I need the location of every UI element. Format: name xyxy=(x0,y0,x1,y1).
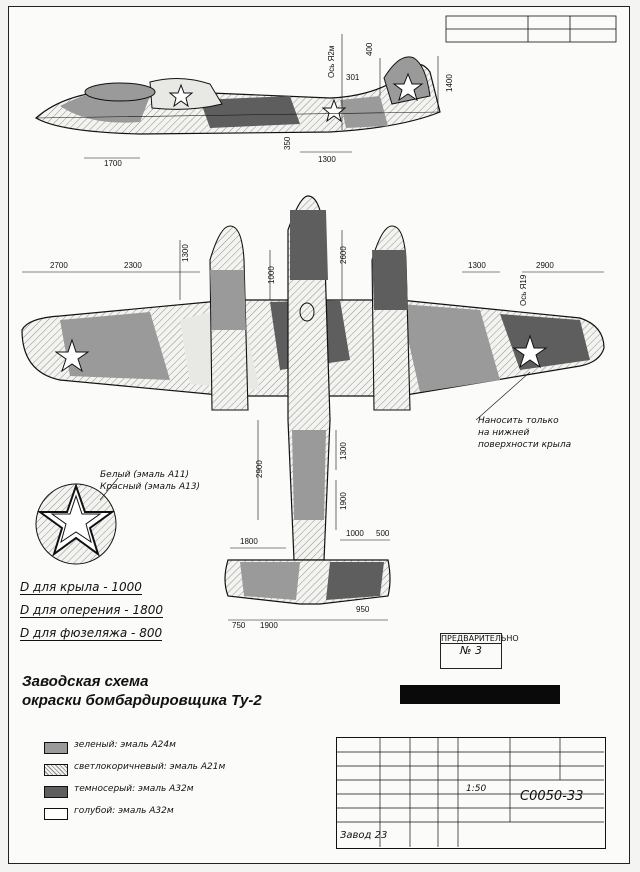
legend-item xyxy=(44,740,304,762)
svg-text:400: 400 xyxy=(365,42,374,56)
redaction-bar xyxy=(400,685,560,704)
legend-swatch-dark-grey xyxy=(44,786,68,798)
svg-text:1300: 1300 xyxy=(318,155,336,164)
caption xyxy=(22,672,322,710)
drawing-number: С0050-33 xyxy=(520,789,584,804)
svg-text:Ось Я2м: Ось Я2м xyxy=(327,45,336,78)
wing-note-line-1: Наносить только xyxy=(478,416,559,426)
legend-label: голубой: эмаль А32м xyxy=(74,806,174,816)
top-stamp-grid xyxy=(446,16,616,42)
svg-text:1700: 1700 xyxy=(104,159,122,168)
svg-text:350: 350 xyxy=(283,136,292,150)
legend-swatch-light-brown xyxy=(44,764,68,776)
legend-label: светлокоричневый: эмаль А21м xyxy=(74,762,226,772)
svg-text:301: 301 xyxy=(346,73,360,82)
prelim-stamp-title: ПРЕДВАРИТЕЛЬНО xyxy=(441,634,519,643)
svg-text:2700: 2700 xyxy=(50,261,68,270)
svg-text:1000: 1000 xyxy=(346,529,364,538)
svg-text:1800: 1800 xyxy=(240,537,258,546)
svg-text:1900: 1900 xyxy=(339,492,348,510)
wing-note-line-3: поверхности крыла xyxy=(478,440,572,450)
diameter-wing: D для крыла - 1000 xyxy=(20,580,142,594)
color-legend xyxy=(44,740,304,828)
svg-text:Ось Я19: Ось Я19 xyxy=(519,274,528,306)
prelim-stamp xyxy=(440,633,519,669)
factory-label: Завод 23 xyxy=(340,830,388,841)
svg-text:750: 750 xyxy=(232,621,246,630)
legend-swatch-blue xyxy=(44,808,68,820)
legend-swatch-green xyxy=(44,742,68,754)
svg-text:2900: 2900 xyxy=(255,460,264,478)
legend-label: зеленый: эмаль А24м xyxy=(74,740,176,750)
svg-text:1400: 1400 xyxy=(445,74,454,92)
legend-item xyxy=(44,784,304,806)
svg-text:2600: 2600 xyxy=(339,246,348,264)
scale-label: 1:50 xyxy=(466,784,487,794)
svg-text:2900: 2900 xyxy=(536,261,554,270)
side-view xyxy=(36,57,440,134)
diameter-fuselage: D для фюзеляжа - 800 xyxy=(20,626,163,640)
svg-text:500: 500 xyxy=(376,529,390,538)
caption-line-1: Заводская схема xyxy=(22,673,149,690)
svg-text:1300: 1300 xyxy=(181,244,190,262)
prelim-stamp-number: № 3 xyxy=(460,644,482,657)
star-red-note: Красный (эмаль А13) xyxy=(100,482,201,492)
svg-text:1300: 1300 xyxy=(339,442,348,460)
svg-text:1900: 1900 xyxy=(260,621,278,630)
wing-note-line-2: на нижней xyxy=(478,428,530,438)
legend-item xyxy=(44,762,304,784)
legend-label: темносерый: эмаль А32м xyxy=(74,784,194,794)
caption-line-2: окраски бомбардировщика Ту-2 xyxy=(22,692,262,709)
star-white-note: Белый (эмаль А11) xyxy=(100,470,190,480)
svg-text:2300: 2300 xyxy=(124,261,142,270)
diameter-tail: D для оперения - 1800 xyxy=(20,603,163,617)
svg-text:950: 950 xyxy=(356,605,370,614)
svg-text:1000: 1000 xyxy=(267,266,276,284)
legend-item xyxy=(44,806,304,828)
svg-text:1300: 1300 xyxy=(468,261,486,270)
